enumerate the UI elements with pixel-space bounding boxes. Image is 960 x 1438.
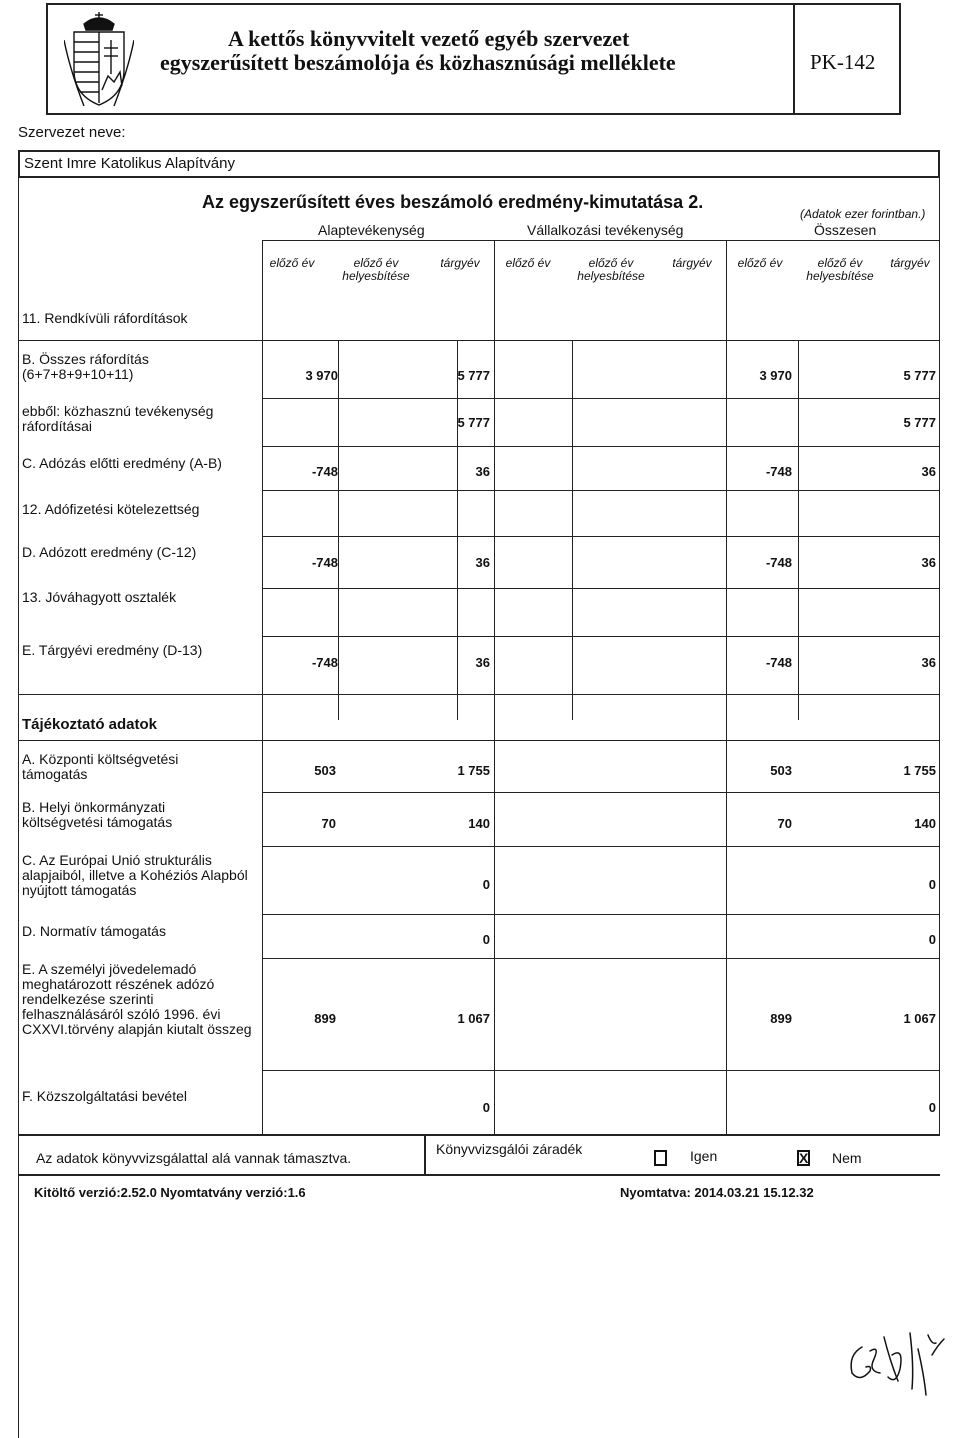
organization-label: Szervezet neve: <box>18 124 126 141</box>
row-label-approved-dividend: 13. Jóváhagyott osztalék <box>22 589 177 605</box>
grid-line <box>338 340 339 720</box>
row-label-normative-support: D. Normatív támogatás <box>22 923 166 939</box>
row-label-personal-income-tax-share: E. A személyi jövedelemadó meghatározott részének adózó rendelkezése szerinti felhasználásáról szóló 1996. évi CXXVI.törvény alapján kiutalt összeg <box>22 961 252 1037</box>
row-separator <box>262 398 940 399</box>
value-cell: -748 <box>311 464 338 479</box>
value-cell: -748 <box>311 555 338 570</box>
row-label-pretax-result: C. Adózás előtti eredmény (A-B) <box>22 455 222 471</box>
value-cell: 0 <box>928 932 936 947</box>
value-cell: 5 777 <box>903 368 936 383</box>
value-cell: 36 <box>921 655 936 670</box>
report-title: Az egyszerűsített éves beszámoló eredmény-kimutatása 2. <box>202 192 704 212</box>
info-section-heading: Tájékoztató adatok <box>22 716 158 733</box>
subheader-prev-year: előző év <box>269 256 315 270</box>
row-separator <box>262 958 940 959</box>
value-cell: 70 <box>777 816 792 831</box>
group-header-line <box>262 240 940 241</box>
subheader-current-year: tárgyév <box>890 256 930 270</box>
row-separator <box>262 792 940 793</box>
audit-no-checkbox[interactable]: X <box>799 1150 809 1166</box>
value-cell: 36 <box>475 655 490 670</box>
audit-statement: Az adatok könyvvizsgálattal alá vannak támasztva. <box>36 1150 352 1166</box>
group-header-core: Alaptevékenység <box>318 222 425 238</box>
grid-line <box>572 340 573 720</box>
value-cell: 36 <box>921 555 936 570</box>
value-cell: 5 777 <box>457 368 490 383</box>
value-cell: 0 <box>482 877 490 892</box>
grid-line <box>798 340 799 720</box>
value-cell: 3 970 <box>305 368 338 383</box>
value-cell: 899 <box>770 1011 792 1026</box>
form-title-line-2: egyszerűsített beszámolója és közhasznúsági melléklete <box>160 50 676 75</box>
value-cell: 5 777 <box>457 415 490 430</box>
value-cell: 36 <box>475 464 490 479</box>
group-header-business: Vállalkozási tevékenység <box>527 222 684 238</box>
subheader-prev-correction: előző év helyesbítése <box>577 256 645 283</box>
table-right-border <box>939 178 940 1136</box>
value-cell: 36 <box>921 464 936 479</box>
row-label-current-year-result: E. Tárgyévi eredmény (D-13) <box>22 642 203 658</box>
grid-line <box>494 240 495 1135</box>
value-cell: 1 067 <box>903 1011 936 1026</box>
value-cell: -748 <box>311 655 338 670</box>
row-separator <box>262 536 940 537</box>
coat-of-arms-icon <box>64 10 134 108</box>
row-separator <box>262 914 940 915</box>
value-cell: 3 970 <box>759 368 792 383</box>
value-cell: 0 <box>482 932 490 947</box>
organization-name: Szent Imre Katolikus Alapítvány <box>24 155 235 172</box>
value-cell: -748 <box>765 464 792 479</box>
header-divider <box>793 3 795 115</box>
row-separator <box>18 740 940 741</box>
value-cell: 1 755 <box>457 763 490 778</box>
value-cell: 70 <box>321 816 336 831</box>
row-separator <box>262 636 940 637</box>
value-cell: 5 777 <box>903 415 936 430</box>
form-code: PK-142 <box>810 50 876 74</box>
section-separator <box>18 694 940 695</box>
row-label-after-tax-result: D. Adózott eredmény (C-12) <box>22 544 197 560</box>
value-cell: 140 <box>914 816 936 831</box>
row-separator <box>262 490 940 491</box>
table-left-border <box>18 178 19 1438</box>
group-header-total: Összesen <box>814 222 877 238</box>
subheader-prev-year: előző év <box>737 256 783 270</box>
value-cell: 1 067 <box>457 1011 490 1026</box>
value-cell: 36 <box>475 555 490 570</box>
audit-no-label: Nem <box>832 1150 862 1166</box>
version-info: Kitöltő verzió:2.52.0 Nyomtatvány verzió:1.6 <box>34 1185 306 1200</box>
value-cell: 0 <box>928 1100 936 1115</box>
row-label-extraordinary-expenses: 11. Rendkívüli ráfordítások <box>22 310 188 326</box>
value-cell: 503 <box>770 763 792 778</box>
subheader-prev-correction: előző év helyesbítése <box>342 256 410 283</box>
handwritten-signature <box>840 1325 950 1405</box>
row-label-total-expenses: B. Összes ráfordítás (6+7+8+9+10+11) <box>22 351 149 382</box>
unit-note: (Adatok ezer forintban.) <box>800 207 926 221</box>
row-label-public-service-revenue: F. Közszolgáltatási bevétel <box>22 1088 187 1104</box>
audit-divider <box>424 1134 426 1176</box>
value-cell: 503 <box>314 763 336 778</box>
row-label-eu-funds-support: C. Az Európai Unió strukturális alapjaiból, illetve a Kohéziós Alapból nyújtott támogatás <box>22 852 248 898</box>
row-separator <box>18 340 940 341</box>
form-title-line-1: A kettős könyvvitelt vezető egyéb szervezet <box>228 26 630 51</box>
value-cell: 899 <box>314 1011 336 1026</box>
row-separator <box>262 588 940 589</box>
row-label-public-benefit-expenses: ebből: közhasznú tevékenység ráfordításai <box>22 403 214 434</box>
value-cell: -748 <box>765 555 792 570</box>
row-label-local-government-support: B. Helyi önkormányzati költségvetési támogatás <box>22 799 173 830</box>
value-cell: 0 <box>928 877 936 892</box>
subheader-prev-year: előző év <box>505 256 551 270</box>
value-cell: -748 <box>765 655 792 670</box>
subheader-current-year: tárgyév <box>672 256 712 270</box>
row-separator <box>262 846 940 847</box>
row-separator <box>262 1070 940 1071</box>
subheader-current-year: tárgyév <box>440 256 480 270</box>
value-cell: 1 755 <box>903 763 936 778</box>
value-cell: 140 <box>468 816 490 831</box>
audit-yes-label: Igen <box>690 1148 718 1164</box>
value-cell: 0 <box>482 1100 490 1115</box>
audit-clause-heading: Könyvvizsgálói záradék <box>436 1141 583 1157</box>
subheader-prev-correction: előző év helyesbítése <box>806 256 874 283</box>
audit-yes-checkbox[interactable] <box>654 1150 667 1166</box>
row-label-tax-liability: 12. Adófizetési kötelezettség <box>22 501 200 517</box>
print-timestamp: Nyomtatva: 2014.03.21 15.12.32 <box>620 1185 814 1200</box>
row-separator <box>262 446 940 447</box>
row-label-central-budget-support: A. Központi költségvetési támogatás <box>22 751 179 782</box>
